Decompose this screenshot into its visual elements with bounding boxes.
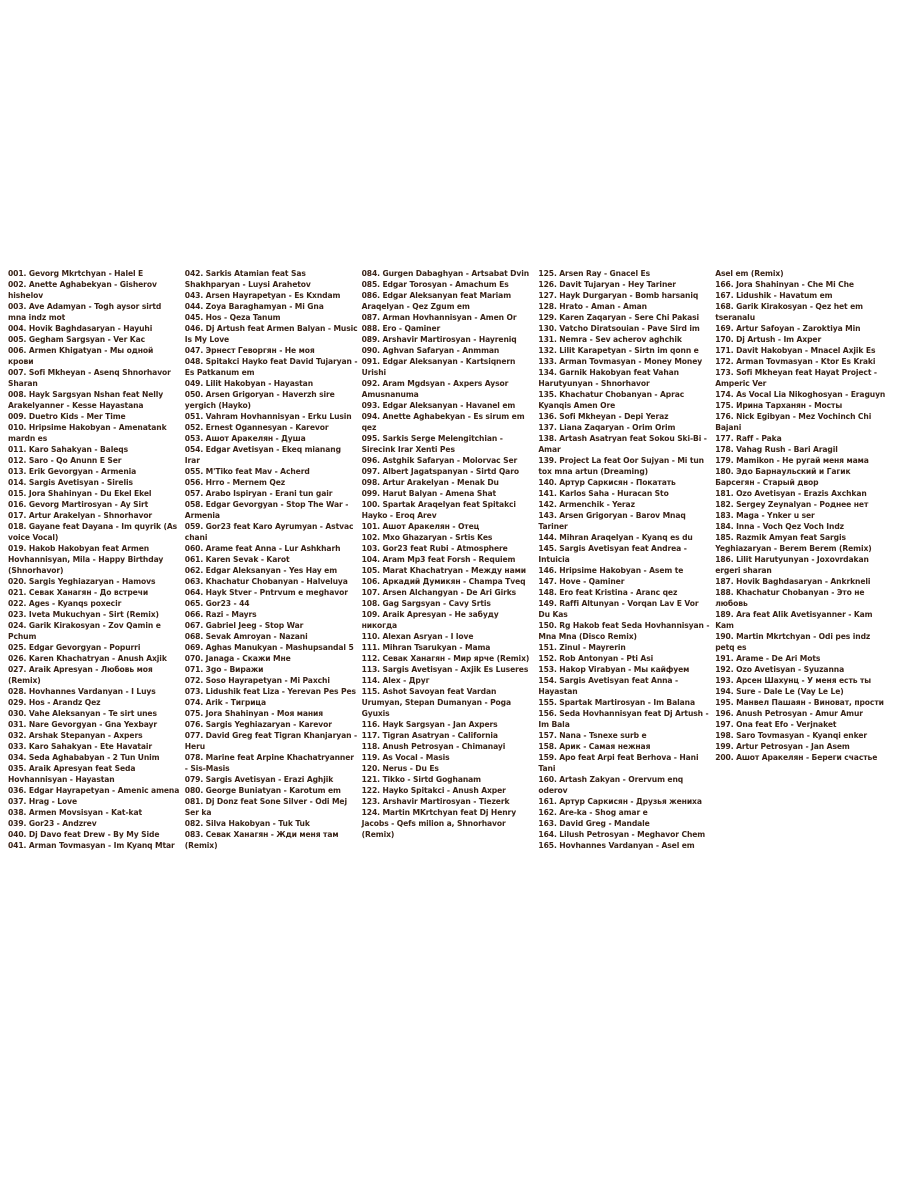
track-entry: 035. Araik Apresyan feat Seda Hovhannisyan - Hayastan xyxy=(8,764,136,784)
track-entry: 142. Armenchik - Yeraz xyxy=(538,500,635,509)
track-entry: 003. Ave Adamyan - Togh aysor sirtd mna indz mot xyxy=(8,302,162,322)
track-entry: 033. Karo Sahakyan - Ete Havatair xyxy=(8,742,153,751)
track-entry: 164. Lilush Petrosyan - Meghavor Chem xyxy=(538,830,706,839)
track-entry: 073. Lidushik feat Liza - Yerevan Pes Pes xyxy=(184,687,356,696)
track-entry: 017. Artur Arakelyan - Shnorhavor xyxy=(8,511,153,520)
track-entry: 134. Garnik Hakobyan feat Vahan Harutyunyan - Shnorhavor xyxy=(538,368,679,388)
track-entry: 122. Hayko Spitakci - Anush Axper xyxy=(361,786,506,795)
track-entry: 009. Duetro Kids - Mer Time xyxy=(8,412,126,421)
track-entry: 160. Artash Zakyan - Orervum enq oderov xyxy=(538,775,684,795)
track-entry: 061. Karen Sevak - Karot xyxy=(184,555,290,564)
track-entry: 088. Ero - Qaminer xyxy=(361,324,441,333)
track-entry: 116. Hayk Sargsyan - Jan Axpers xyxy=(361,720,498,729)
track-entry: 026. Karen Khachatryan - Anush Axjik xyxy=(8,654,167,663)
track-entry: 117. Tigran Asatryan - California xyxy=(361,731,498,740)
track-entry: 136. Sofi Mkheyan - Depi Yeraz xyxy=(538,412,669,421)
track-entry: 130. Vatcho Diratsouian - Pave Sird im xyxy=(538,324,700,333)
track-entry: 081. Dj Donz feat Sone Silver - Odi Mej Ser ka xyxy=(184,797,347,817)
track-entry: 029. Hos - Arandz Qez xyxy=(8,698,101,707)
track-entry: 041. Arman Tovmasyan - Im Kyanq Mtar xyxy=(8,841,175,850)
track-entry: 197. Ona feat Efo - Verjnaket xyxy=(715,720,837,729)
track-entry: 177. Raff - Paka xyxy=(715,434,782,443)
track-entry: 147. Hove - Qaminer xyxy=(538,577,625,586)
track-entry: 131. Nemra - Sev acherov aghchik xyxy=(538,335,682,344)
track-entry: 175. Ирина Тарханян - Мосты xyxy=(715,401,843,410)
track-entry: 053. Ашот Аракелян - Душа xyxy=(184,434,306,443)
track-entry: 168. Garik Kirakosyan - Qez het em tseranalu xyxy=(715,302,863,322)
track-entry: 152. Rob Antonyan - Pti Asi xyxy=(538,654,654,663)
track-entry: 032. Arshak Stepanyan - Axpers xyxy=(8,731,143,740)
track-entry: 140. Артур Саркисян - Покатать xyxy=(538,478,676,487)
track-entry: 102. Mxo Ghazaryan - Srtis Kes xyxy=(361,533,493,542)
track-entry: 182. Sergey Zeynalyan - Роднее нет xyxy=(715,500,869,509)
track-entry: 039. Gor23 - Andzrev xyxy=(8,819,97,828)
track-entry: 119. As Vocal - Masis xyxy=(361,753,450,762)
track-entry: 077. David Greg feat Tigran Khanjaryan - Heru xyxy=(184,731,358,751)
track-entry: 069. Aghas Manukyan - Mashupsandal 5 xyxy=(184,643,354,652)
track-entry: 004. Hovik Baghdasaryan - Hayuhi xyxy=(8,324,153,333)
track-entry: 016. Gevorg Martirosyan - Ay Sirt xyxy=(8,500,149,509)
track-entry: 058. Edgar Gevorgyan - Stop The War - Armenia xyxy=(184,500,349,520)
track-entry: 092. Aram Mgdsyan - Axpers Aysor Amusnanuma xyxy=(361,379,509,399)
track-entry: 034. Seda Aghababyan - 2 Tun Unim xyxy=(8,753,160,762)
track-entry: 001. Gevorg Mkrtchyan - Halel E xyxy=(8,269,144,278)
track-entry: 190. Martin Mkrtchyan - Odi pes indz petq es xyxy=(715,632,871,652)
track-entry: 179. Mamikon - Не ругай меня мама xyxy=(715,456,869,465)
track-entry: 149. Raffi Altunyan - Vorqan Lav E Vor Du Kas xyxy=(538,599,699,619)
track-entry: 198. Saro Tovmasyan - Kyanqi enker xyxy=(715,731,868,740)
track-entry: 007. Sofi Mkheyan - Asenq Shnorhavor Sharan xyxy=(8,368,171,388)
track-entry: 171. Davit Hakobyan - Mnacel Axjik Es xyxy=(715,346,876,355)
track-entry: 114. Alex - Друг xyxy=(361,676,430,685)
track-entry: 015. Jora Shahinyan - Du Ekel Ekel xyxy=(8,489,152,498)
track-entry: 107. Arsen Alchangyan - De Ari Girks xyxy=(361,588,517,597)
track-entry: 133. Arman Tovmasyan - Money Money xyxy=(538,357,703,366)
track-entry: 057. Arabo Ispiryan - Erani tun gair xyxy=(184,489,333,498)
track-entry: 005. Gegham Sargsyan - Ver Kac xyxy=(8,335,146,344)
tracklist-column-5 xyxy=(715,268,892,936)
track-entry: 070. Janaga - Скажи Мне xyxy=(184,654,291,663)
tracklist-column-4 xyxy=(538,268,715,936)
track-entry: 079. Sargis Avetisyan - Erazi Aghjik xyxy=(184,775,334,784)
track-entry: 138. Artash Asatryan feat Sokou Ski-Bi - Amar xyxy=(538,434,707,454)
track-entry: 112. Севак Ханагян - Мир ярче (Remix) xyxy=(361,654,530,663)
track-entry: 148. Ero feat Kristina - Aranc qez xyxy=(538,588,678,597)
track-entry: 021. Севак Ханагян - До встречи xyxy=(8,588,149,597)
track-entry: 121. Tikko - Sirtd Goghanam xyxy=(361,775,481,784)
tracklist xyxy=(8,268,892,936)
track-entry: 025. Edgar Gevorgyan - Popurri xyxy=(8,643,141,652)
track-entry: 080. George Buniatyan - Karotum em xyxy=(184,786,341,795)
track-entry: 072. Soso Hayrapetyan - Mi Paxchi xyxy=(184,676,330,685)
track-entry: 141. Karlos Saha - Huracan Sto xyxy=(538,489,669,498)
track-entry: 059. Gor23 feat Karo Ayrumyan - Astvac chani xyxy=(184,522,354,542)
track-entry: 170. Dj Artush - Im Axper xyxy=(715,335,822,344)
track-entry: 187. Hovik Baghdasaryan - Ankrkneli xyxy=(715,577,871,586)
track-entry: 162. Are-ka - Shog amar e xyxy=(538,808,648,817)
track-entry: 010. Hripsime Hakobyan - Amenatank mardn es xyxy=(8,423,167,443)
track-entry: 189. Ara feat Alik Avetisyanner - Kam Kam xyxy=(715,610,873,630)
track-entry: 173. Sofi Mkheyan feat Hayat Project - Amperic Ver xyxy=(715,368,877,388)
tracklist-column-1 xyxy=(8,268,185,936)
track-entry: 067. Gabriel Jeeg - Stop War xyxy=(184,621,304,630)
track-entry: 045. Hos - Qeza Tanum xyxy=(184,313,281,322)
track-entry: 129. Karen Zaqaryan - Sere Chi Pakasi xyxy=(538,313,700,322)
track-entry: 125. Arsen Ray - Gnacel Es xyxy=(538,269,651,278)
track-entry: 002. Anette Aghabekyan - Gisherov hishelov xyxy=(8,280,157,300)
track-entry: 144. Mihran Araqelyan - Kyanq es du xyxy=(538,533,693,542)
track-entry: 006. Armen Khigatyan - Мы одной крови xyxy=(8,346,154,366)
track-entry: 110. Alexan Asryan - I love xyxy=(361,632,474,641)
track-entry: 101. Ашот Аракелян - Отец xyxy=(361,522,480,531)
track-entry: 051. Vahram Hovhannisyan - Erku Lusin xyxy=(184,412,352,421)
track-entry: 031. Nare Gevorgyan - Gna Yexbayr xyxy=(8,720,158,729)
track-entry: 036. Edgar Hayrapetyan - Amenic amena xyxy=(8,786,180,795)
track-entry: 020. Sargis Yeghiazaryan - Hamovs xyxy=(8,577,156,586)
track-entry: 022. Ages - Kyanqs poxecir xyxy=(8,599,122,608)
track-entry: 064. Hayk Stver - Pntrvum e meghavor xyxy=(184,588,348,597)
track-entry: 075. Jora Shahinyan - Моя мания xyxy=(184,709,324,718)
track-entry: 123. Arshavir Martirosyan - Tiezerk xyxy=(361,797,510,806)
track-entry: 091. Edgar Aleksanyan - Kartsiqnern Urishi xyxy=(361,357,516,377)
track-entry: 060. Arame feat Anna - Lur Ashkharh xyxy=(184,544,341,553)
track-entry: 113. Sargis Avetisyan - Axjik Es Luseres xyxy=(361,665,529,674)
track-entry: 098. Artur Arakelyan - Menak Du xyxy=(361,478,499,487)
track-entry: 163. David Greg - Mandale xyxy=(538,819,650,828)
track-entry: 193. Арсен Шахунц - У меня есть ты xyxy=(715,676,872,685)
track-entry: 084. Gurgen Dabaghyan - Artsabat Dvin xyxy=(361,269,530,278)
track-entry: 052. Ernest Ogannesyan - Karevor xyxy=(184,423,329,432)
track-entry: 095. Sarkis Serge Melengitchian - Sirecink Irar Xenti Pes xyxy=(361,434,503,454)
track-entry: 153. Hakop Virabyan - Мы кайфуем xyxy=(538,665,690,674)
track-entry: 174. As Vocal Lia Nikoghosyan - Eraguyn xyxy=(715,390,886,399)
track-entry: 199. Artur Petrosyan - Jan Asem xyxy=(715,742,850,751)
track-entry: 109. Araik Apresyan - Не забуду никогда xyxy=(361,610,499,630)
track-entry: 115. Ashot Savoyan feat Vardan Urumyan, Stepan Dumanyan - Poga Gyuxis xyxy=(361,687,512,718)
tracklist-column-3 xyxy=(362,268,539,936)
track-entry: 097. Albert Jagatspanyan - Sirtd Qaro xyxy=(361,467,519,476)
track-entry: 044. Zoya Baraghamyan - Mi Gna xyxy=(184,302,324,311)
track-entry: 090. Aghvan Safaryan - Anmman xyxy=(361,346,500,355)
track-entry: 099. Harut Balyan - Amena Shat xyxy=(361,489,497,498)
track-entry: Asel em (Remix) xyxy=(715,269,784,278)
track-entry: 150. Rg Hakob feat Seda Hovhannisyan - Mna Mna (Disco Remix) xyxy=(538,621,710,641)
track-entry: 096. Astghik Safaryan - Molorvac Ser xyxy=(361,456,518,465)
track-entry: 158. Арик - Самая нежная xyxy=(538,742,651,751)
track-entry: 094. Anette Aghabekyan - Es sirum em qez xyxy=(361,412,525,432)
track-entry: 172. Arman Tovmasyan - Ktor Es Kraki xyxy=(715,357,876,366)
track-entry: 062. Edgar Aleksanyan - Yes Hay em xyxy=(184,566,338,575)
track-entry: 104. Aram Mp3 feat Forsh - Requiem xyxy=(361,555,516,564)
track-entry: 192. Ozo Avetisyan - Syuzanna xyxy=(715,665,845,674)
track-entry: 056. Hrro - Mernem Qez xyxy=(184,478,286,487)
track-entry: 128. Hrato - Aman - Aman xyxy=(538,302,647,311)
track-entry: 012. Saro - Qo Anunn E Ser xyxy=(8,456,122,465)
track-entry: 195. Манвел Пашаян - Виноват, прости xyxy=(715,698,884,707)
track-entry: 037. Hrag - Love xyxy=(8,797,78,806)
track-entry: 074. Arik - Тигрица xyxy=(184,698,266,707)
track-entry: 151. Zinul - Mayrerin xyxy=(538,643,626,652)
track-entry: 180. Эдо Барнаульский и Гагик Барсегян - Старый двор xyxy=(715,467,851,487)
track-entry: 027. Araik Apresyan - Любовь моя (Remix) xyxy=(8,665,153,685)
track-entry: 055. M'Tiko feat Mav - Acherd xyxy=(184,467,310,476)
track-entry: 063. Khachatur Chobanyan - Halveluya xyxy=(184,577,348,586)
track-entry: 008. Hayk Sargsyan Nshan feat Nelly Arakelyanner - Kesse Hayastana xyxy=(8,390,164,410)
track-entry: 118. Anush Petrosyan - Chimanayi xyxy=(361,742,506,751)
track-entry: 040. Dj Davo feat Drew - By My Side xyxy=(8,830,160,839)
track-entry: 176. Nick Egibyan - Mez Vochinch Chi Bajani xyxy=(715,412,872,432)
track-entry: 154. Sargis Avetisyan feat Anna - Hayastan xyxy=(538,676,679,696)
track-entry: 087. Arman Hovhannisyan - Amen Or xyxy=(361,313,517,322)
track-entry: 018. Gayane feat Dayana - Im quyrik (As voice Vocal) xyxy=(8,522,178,542)
track-entry: 167. Lidushik - Havatum em xyxy=(715,291,833,300)
track-entry: 038. Armen Movsisyan - Kat-kat xyxy=(8,808,142,817)
track-entry: 200. Ашот Аракелян - Береги счастье xyxy=(715,753,878,762)
track-entry: 132. Lilit Karapetyan - Sirtn im qonn e xyxy=(538,346,699,355)
track-entry: 161. Артур Саркисян - Друзья жениха xyxy=(538,797,702,806)
track-entry: 196. Anush Petrosyan - Amur Amur xyxy=(715,709,863,718)
track-entry: 127. Hayk Durgaryan - Bomb harsaniq xyxy=(538,291,699,300)
track-entry: 100. Spartak Araqelyan feat Spitakci Hayko - Eroq Arev xyxy=(361,500,516,520)
track-entry: 046. Dj Artush feat Armen Balyan - Music Is My Love xyxy=(184,324,358,344)
track-entry: 066. Razi - Mayrs xyxy=(184,610,257,619)
track-entry: 089. Arshavir Martirosyan - Hayreniq xyxy=(361,335,517,344)
track-entry: 108. Gag Sargsyan - Cavy Srtis xyxy=(361,599,491,608)
tracklist-column-2 xyxy=(185,268,362,936)
track-entry: 111. Mihran Tsarukyan - Mama xyxy=(361,643,491,652)
track-entry: 023. Iveta Mukuchyan - Sirt (Remix) xyxy=(8,610,159,619)
track-entry: 186. Lilit Harutyunyan - Joxovrdakan ergeri sharan xyxy=(715,555,869,575)
track-entry: 071. 3go - Виражи xyxy=(184,665,264,674)
track-entry: 137. Liana Zaqaryan - Orim Orim xyxy=(538,423,676,432)
track-entry: 143. Arsen Grigoryan - Barov Mnaq Tariner xyxy=(538,511,686,531)
track-entry: 106. Аркадий Думикян - Champa Tveq xyxy=(361,577,526,586)
track-entry: 157. Nana - Tsnexe surb e xyxy=(538,731,647,740)
track-entry: 082. Silva Hakobyan - Tuk Tuk xyxy=(184,819,310,828)
track-entry: 146. Hripsime Hakobyan - Asem te xyxy=(538,566,684,575)
track-entry: 166. Jora Shahinyan - Che Mi Che xyxy=(715,280,854,289)
track-entry: 078. Marine feat Arpine Khachatryanner - Sis-Masis xyxy=(184,753,354,773)
track-entry: 048. Spitakci Hayko feat David Tujaryan - Es Patkanum em xyxy=(184,357,358,377)
track-entry: 135. Khachatur Chobanyan - Aprac Kyanqis Amen Ore xyxy=(538,390,685,410)
track-entry: 042. Sarkis Atamian feat Sas Shakhparyan - Luysi Arahetov xyxy=(184,269,311,289)
track-entry: 105. Marat Khachatryan - Между нами xyxy=(361,566,526,575)
track-entry: 030. Vahe Aleksanyan - Te sirt unes xyxy=(8,709,157,718)
track-entry: 093. Edgar Aleksanyan - Havanel em xyxy=(361,401,516,410)
track-entry: 194. Sure - Dale Le (Vay Le Le) xyxy=(715,687,844,696)
track-entry: 185. Razmik Amyan feat Sargis Yeghiazaryan - Berem Berem (Remix) xyxy=(715,533,872,553)
track-entry: 126. Davit Tujaryan - Hey Tariner xyxy=(538,280,676,289)
track-entry: 050. Arsen Grigoryan - Haverzh sire yergich (Hayko) xyxy=(184,390,335,410)
track-entry: 043. Arsen Hayrapetyan - Es Kxndam xyxy=(184,291,341,300)
track-entry: 049. Lilit Hakobyan - Hayastan xyxy=(184,379,313,388)
track-entry: 155. Spartak Martirosyan - Im Balana xyxy=(538,698,696,707)
track-entry: 076. Sargis Yeghiazaryan - Karevor xyxy=(184,720,332,729)
track-entry: 014. Sargis Avetisyan - Sirelis xyxy=(8,478,133,487)
track-entry: 019. Hakob Hakobyan feat Armen Hovhannisyan, Mila - Happy Birthday (Shnorhavor) xyxy=(8,544,164,575)
track-entry: 054. Edgar Avetisyan - Ekeq mianang Irar xyxy=(184,445,341,465)
track-entry: 139. Project La feat Oor Sujyan - Mi tun tox mna artun (Dreaming) xyxy=(538,456,704,476)
track-entry: 178. Vahag Rush - Bari Aragil xyxy=(715,445,838,454)
track-entry: 188. Khachatur Chobanyan - Это не любовь xyxy=(715,588,865,608)
track-entry: 065. Gor23 - 44 xyxy=(184,599,250,608)
track-entry: 156. Seda Hovhannisyan feat Dj Artush - Im Bala xyxy=(538,709,709,729)
track-entry: 024. Garik Kirakosyan - Zov Qamin e Pchum xyxy=(8,621,161,641)
track-entry: 068. Sevak Amroyan - Nazani xyxy=(184,632,308,641)
track-entry: 184. Inna - Voch Qez Voch Indz xyxy=(715,522,844,531)
track-entry: 124. Martin MKrtchyan feat Dj Henry Jacobs - Qefs milion a, Shnorhavor (Remix) xyxy=(361,808,517,839)
track-entry: 181. Ozo Avetisyan - Erazis Axchkan xyxy=(715,489,867,498)
track-entry: 013. Erik Gevorgyan - Armenia xyxy=(8,467,137,476)
track-entry: 083. Севак Ханагян - Жди меня там (Remix) xyxy=(184,830,339,850)
track-entry: 103. Gor23 feat Rubi - Atmosphere xyxy=(361,544,508,553)
track-entry: 165. Hovhannes Vardanyan - Asel em xyxy=(538,841,695,850)
track-entry: 011. Karo Sahakyan - Baleqs xyxy=(8,445,129,454)
track-entry: 120. Nerus - Du Es xyxy=(361,764,439,773)
track-entry: 086. Edgar Aleksanyan feat Mariam Araqelyan - Qez Zgum em xyxy=(361,291,512,311)
track-entry: 085. Edgar Torosyan - Amachum Es xyxy=(361,280,509,289)
track-entry: 169. Artur Safoyan - Zaroktiya Min xyxy=(715,324,861,333)
track-entry: 183. Maga - Ynker u ser xyxy=(715,511,815,520)
track-entry: 159. Apo feat Arpi feat Berhova - Hani Tani xyxy=(538,753,699,773)
track-entry: 047. Эрнест Геворгян - Не моя xyxy=(184,346,315,355)
track-entry: 145. Sargis Avetisyan feat Andrea - Intuicia xyxy=(538,544,687,564)
track-entry: 028. Hovhannes Vardanyan - I Luys xyxy=(8,687,156,696)
track-entry: 191. Arame - De Ari Mots xyxy=(715,654,821,663)
